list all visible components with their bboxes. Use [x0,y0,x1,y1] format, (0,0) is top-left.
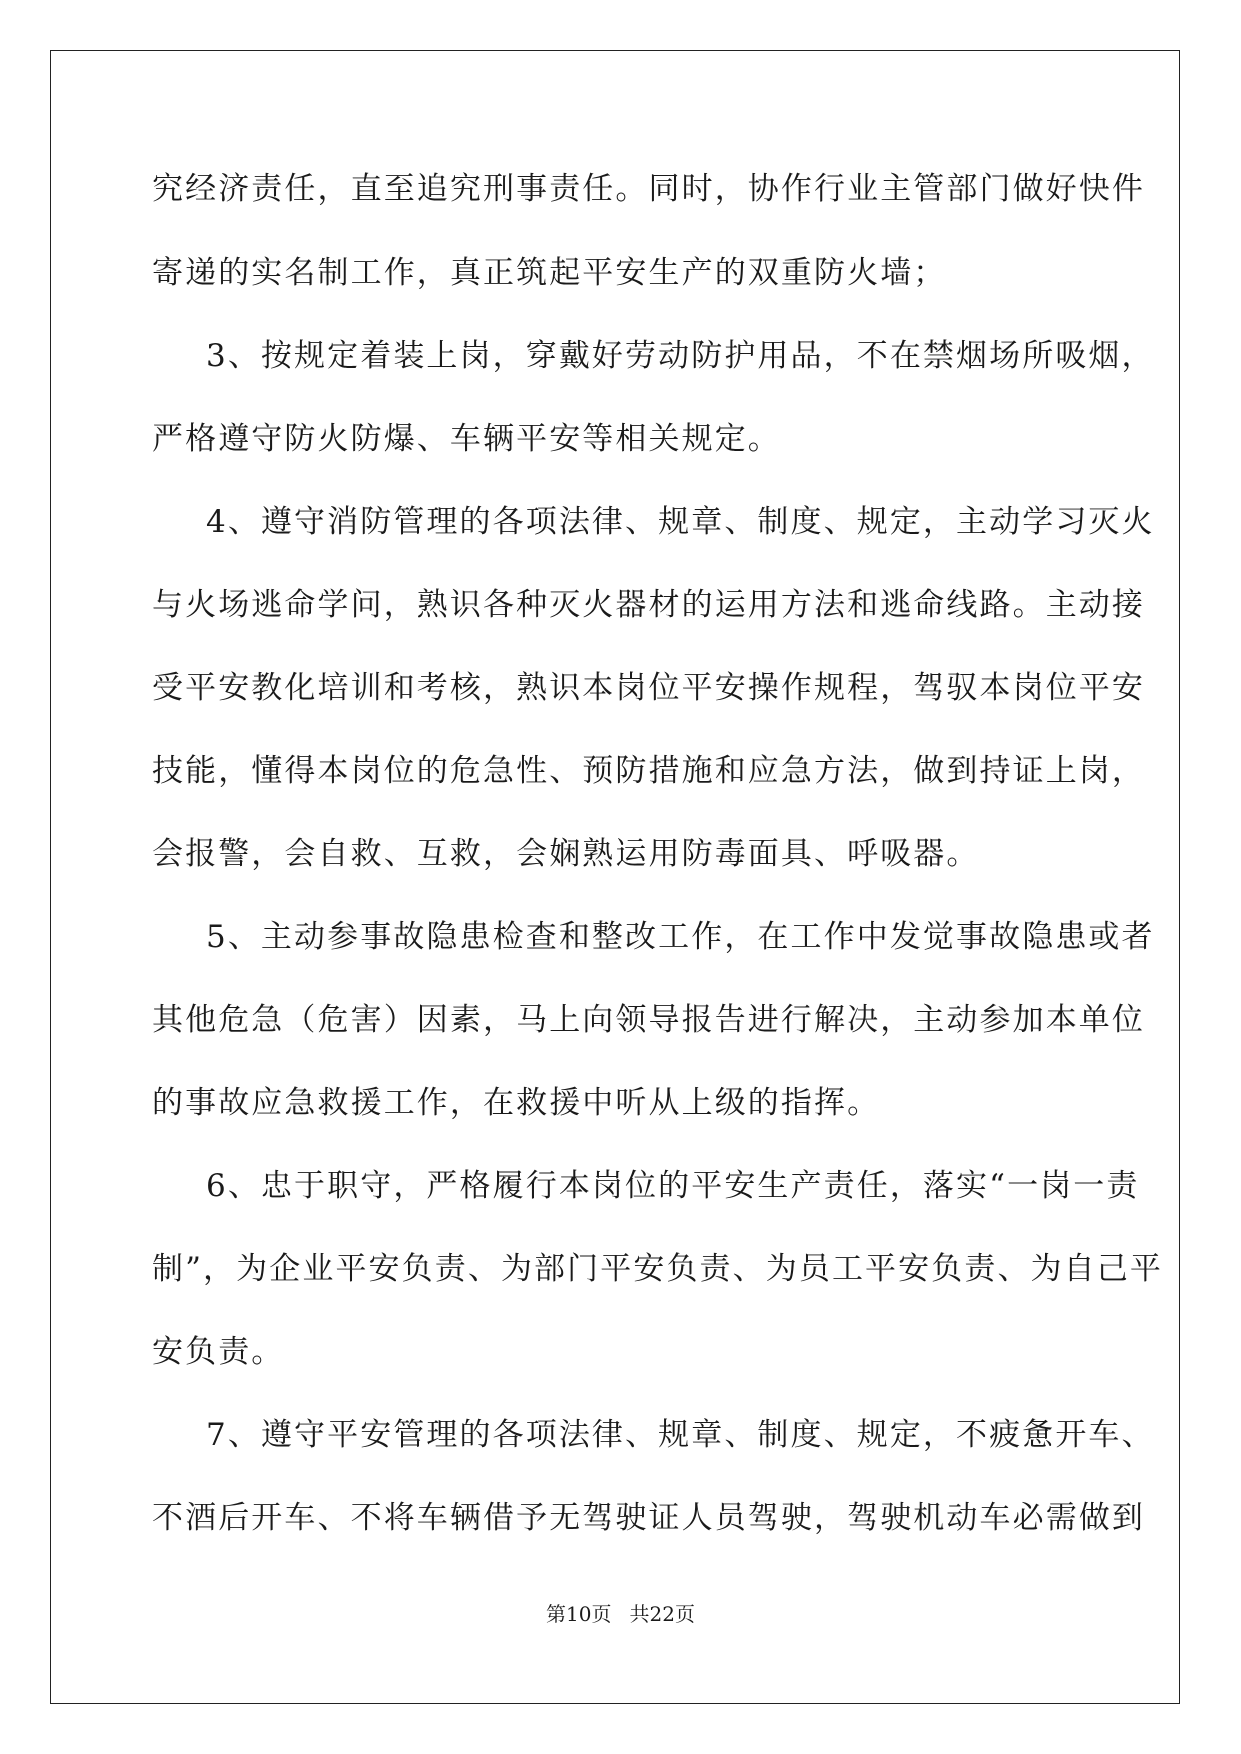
paragraph-7-start: 7、遵守平安管理的各项法律、规章、制度、规定，不疲惫开车、 [206,1417,1155,1453]
page-total: 共22页 [629,1602,695,1626]
text-line: 受平安教化培训和考核，熟识本岗位平安操作规程，驾驭本岗位平安 [152,670,1145,706]
text-line: 安负责。 [152,1334,285,1370]
text-line: 不酒后开车、不将车辆借予无驾驶证人员驾驶，驾驶机动车必需做到 [152,1500,1145,1536]
paragraph-3-start: 3、按规定着装上岗，穿戴好劳动防护用品，不在禁烟场所吸烟， [206,338,1155,374]
page-number: 第10页 [546,1602,612,1626]
paragraph-4-start: 4、遵守消防管理的各项法律、规章、制度、规定，主动学习灭火 [206,504,1155,540]
text-line: 的事故应急救援工作，在救援中听从上级的指挥。 [152,1085,881,1121]
text-line: 制”，为企业平安负责、为部门平安负责、为员工平安负责、为自己平 [152,1251,1163,1287]
paragraph-5-start: 5、主动参事故隐患检查和整改工作，在工作中发觉事故隐患或者 [206,919,1155,955]
page-border [50,50,1180,1704]
paragraph-6-start: 6、忠于职守，严格履行本岗位的平安生产责任，落实“一岗一责 [206,1168,1140,1204]
text-line: 究经济责任，直至追究刑事责任。同时，协作行业主管部门做好快件 [152,171,1145,207]
page-footer [0,1600,1241,1628]
text-line: 技能，懂得本岗位的危急性、预防措施和应急方法，做到持证上岗， [152,753,1145,789]
text-line: 会报警，会自救、互救，会娴熟运用防毒面具、呼吸器。 [152,836,980,872]
text-line: 其他危急（危害）因素，马上向领导报告进行解决，主动参加本单位 [152,1002,1145,1038]
text-line: 与火场逃命学问，熟识各种灭火器材的运用方法和逃命线路。主动接 [152,587,1145,623]
text-line: 寄递的实名制工作，真正筑起平安生产的双重防火墙； [152,255,947,291]
text-line: 严格遵守防火防爆、车辆平安等相关规定。 [152,421,781,457]
